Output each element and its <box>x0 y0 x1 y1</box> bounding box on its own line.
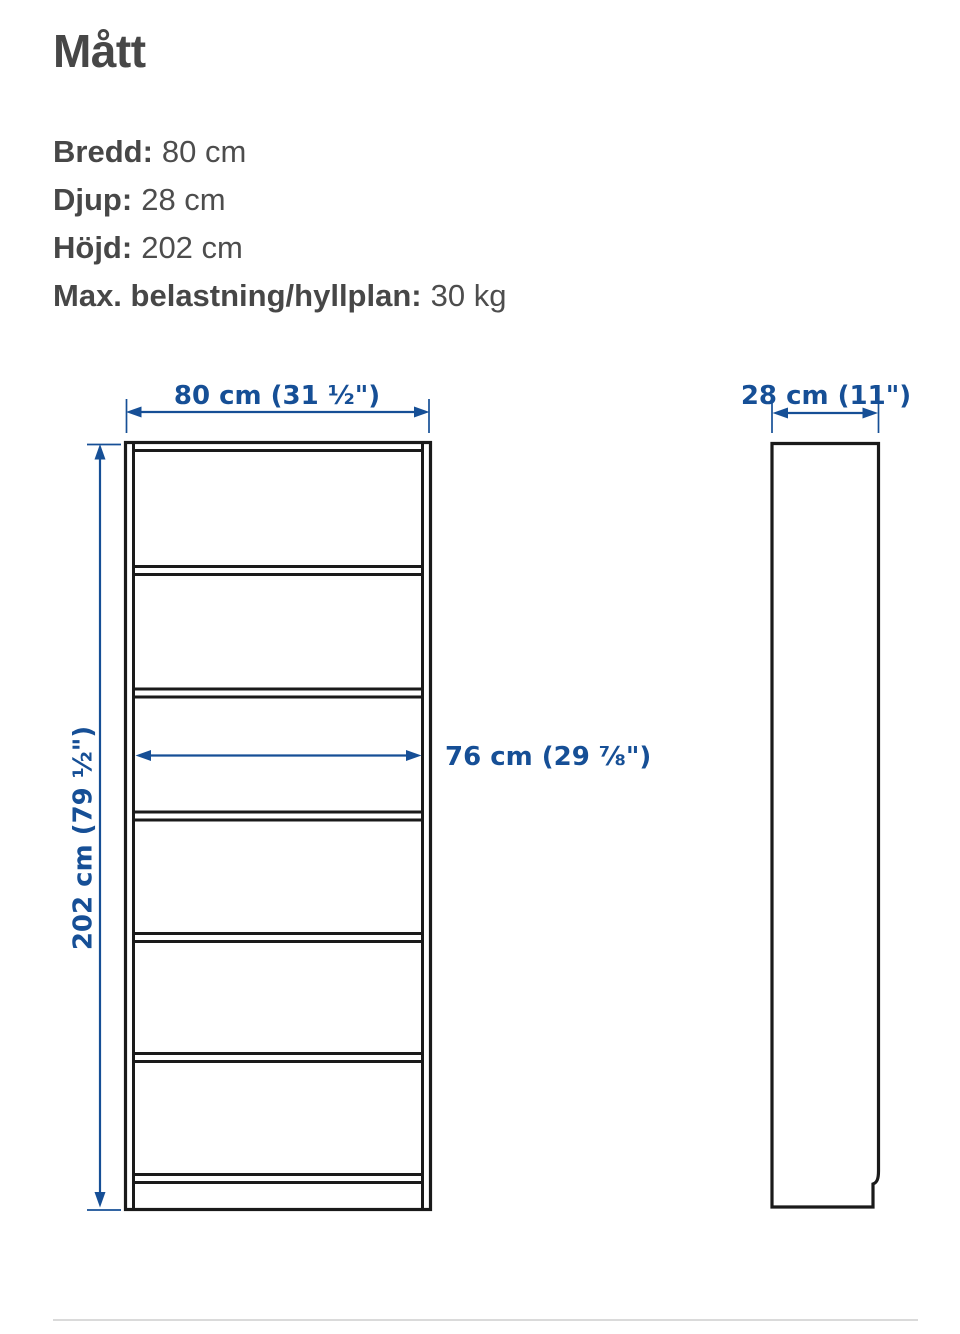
width-dimension-label: 80 cm (31 ½") <box>173 381 381 411</box>
inner-width-dimension-label: 76 cm (29 ⅞") <box>445 742 652 772</box>
front-shelf-lines <box>134 567 423 1183</box>
height-arrow-bottom <box>95 1192 106 1208</box>
width-arrow-left <box>126 407 142 418</box>
height-dimension <box>69 444 122 1210</box>
bookcase-side-view <box>772 444 879 1208</box>
spec-label-max-load: Max. belastning/hyllplan: <box>53 278 422 313</box>
bookcase-front-view <box>126 443 431 1210</box>
inner-width-arrow-left <box>136 750 152 761</box>
depth-dimension-label: 28 cm (11") <box>740 381 912 411</box>
page-title: Mått <box>53 25 146 77</box>
front-view-outline <box>126 443 431 1210</box>
width-dimension <box>126 381 430 433</box>
spec-value-width: 80 cm <box>161 134 247 169</box>
inner-width-arrow-right <box>406 750 422 761</box>
height-dimension-label: 202 cm (79 ½") <box>68 725 99 951</box>
spec-label-width: Bredd: <box>53 134 153 169</box>
spec-value-depth: 28 cm <box>141 182 226 217</box>
side-view-outline <box>772 444 879 1208</box>
spec-value-height: 202 cm <box>141 230 243 265</box>
spec-value-max-load: 30 kg <box>430 278 507 313</box>
depth-dimension <box>741 381 911 433</box>
height-arrow-top <box>95 444 106 460</box>
inner-width-dimension <box>136 742 652 772</box>
bottom-divider <box>53 1319 918 1321</box>
spec-label-depth: Djup: <box>53 182 133 217</box>
spec-label-height: Höjd: <box>53 230 133 265</box>
width-arrow-right <box>414 407 430 418</box>
